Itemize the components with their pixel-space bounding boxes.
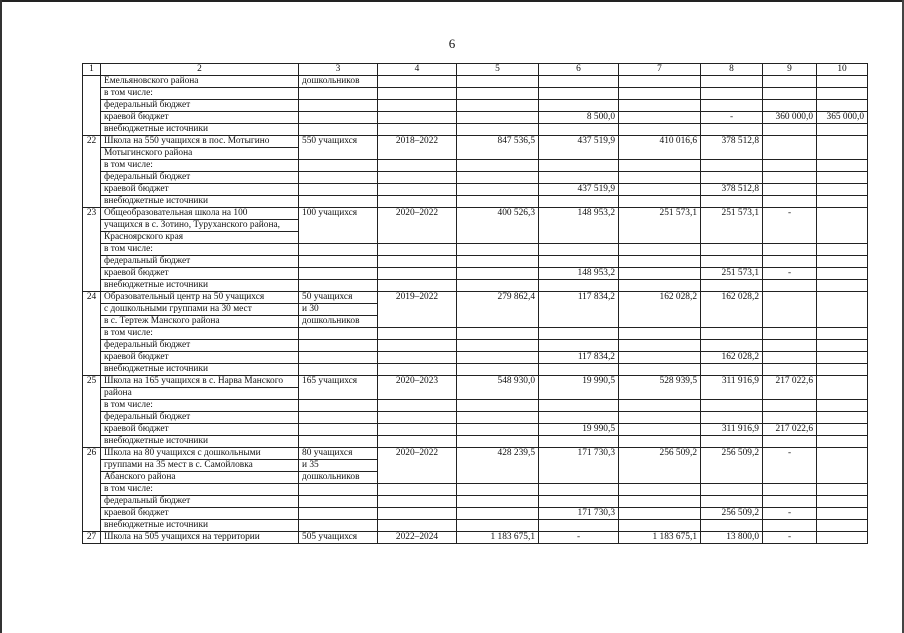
label-incl: в том числе: <box>101 328 299 340</box>
value-cell: 360 000,0 <box>763 112 817 124</box>
value-cell: 171 730,3 <box>539 508 619 520</box>
period: 2020–2023 <box>378 376 457 400</box>
row-number: 27 <box>83 532 101 544</box>
table-row <box>83 244 868 256</box>
label-incl: в том числе: <box>101 484 299 496</box>
header-cell: 9 <box>763 64 817 76</box>
label-regional: краевой бюджет <box>101 112 299 124</box>
value-cell: 148 953,2 <box>539 268 619 280</box>
value-cell: 256 509,2 <box>619 448 701 484</box>
row-number <box>83 76 101 136</box>
table-row <box>83 508 868 520</box>
table-row <box>83 520 868 532</box>
value-cell: 256 509,2 <box>701 448 763 484</box>
value-cell: - <box>701 112 763 124</box>
table-row <box>83 496 868 508</box>
table-row <box>83 364 868 376</box>
project-name: с дошкольными группами на 30 мест <box>101 304 299 316</box>
capacity: дошкольников <box>299 76 378 88</box>
value-cell: 117 834,2 <box>539 352 619 364</box>
label-federal: федеральный бюджет <box>101 100 299 112</box>
scan-edge-top <box>0 0 904 2</box>
table-row <box>83 400 868 412</box>
table-row <box>83 184 868 196</box>
label-extra: внебюджетные источники <box>101 436 299 448</box>
value-cell: 437 519,9 <box>539 136 619 160</box>
capacity: и 30 <box>299 304 378 316</box>
table-row <box>83 88 868 100</box>
value-cell: - <box>763 268 817 280</box>
header-cell: 4 <box>378 64 457 76</box>
value-cell: 148 953,2 <box>539 208 619 244</box>
value-cell: 428 239,5 <box>457 448 539 484</box>
header-cell: 7 <box>619 64 701 76</box>
value-cell: 217 022,6 <box>763 424 817 436</box>
capacity: 550 учащихся <box>299 136 378 160</box>
capacity: дошкольников <box>299 472 378 484</box>
table-row <box>83 100 868 112</box>
value-cell: 548 930,0 <box>457 376 539 400</box>
label-federal: федеральный бюджет <box>101 412 299 424</box>
capacity: дошкольников <box>299 316 378 328</box>
value-cell: 171 730,3 <box>539 448 619 484</box>
budget-table <box>82 63 868 544</box>
value-cell: 19 990,5 <box>539 424 619 436</box>
label-extra: внебюджетные источники <box>101 124 299 136</box>
label-federal: федеральный бюджет <box>101 172 299 184</box>
value-cell: - <box>539 532 619 544</box>
label-federal: федеральный бюджет <box>101 256 299 268</box>
header-cell: 5 <box>457 64 539 76</box>
value-cell: 8 500,0 <box>539 112 619 124</box>
value-cell: 162 028,2 <box>701 352 763 364</box>
project-name: Школа на 165 учащихся в с. Нарва Манского <box>101 376 299 388</box>
value-cell: 400 526,3 <box>457 208 539 244</box>
label-incl: в том числе: <box>101 400 299 412</box>
project-name: Общеобразовательная школа на 100 <box>101 208 299 220</box>
project-name: Абанского района <box>101 472 299 484</box>
project-name: Школа на 505 учащихся на территории <box>101 532 299 544</box>
table-row <box>83 340 868 352</box>
table-row <box>83 256 868 268</box>
table-row <box>83 412 868 424</box>
table-row <box>83 292 868 304</box>
value-cell: - <box>763 448 817 484</box>
value-cell: 365 000,0 <box>817 112 868 124</box>
value-cell: - <box>763 208 817 244</box>
value-cell: 251 573,1 <box>619 208 701 244</box>
capacity: 80 учащихся <box>299 448 378 460</box>
label-regional: краевой бюджет <box>101 508 299 520</box>
value-cell: 528 939,5 <box>619 376 701 400</box>
project-name: Школа на 550 учащихся в пос. Мотыгино <box>101 136 299 148</box>
value-cell: 217 022,6 <box>763 376 817 400</box>
table-row <box>83 172 868 184</box>
value-cell: 162 028,2 <box>701 292 763 328</box>
row-number: 23 <box>83 208 101 292</box>
table-row <box>83 424 868 436</box>
header-cell: 10 <box>817 64 868 76</box>
label-regional: краевой бюджет <box>101 268 299 280</box>
value-cell: 162 028,2 <box>619 292 701 328</box>
value-cell: 251 573,1 <box>701 268 763 280</box>
project-name: района <box>101 388 299 400</box>
header-cell: 8 <box>701 64 763 76</box>
value-cell: 847 536,5 <box>457 136 539 160</box>
label-extra: внебюджетные источники <box>101 196 299 208</box>
header-cell: 6 <box>539 64 619 76</box>
value-cell: - <box>763 508 817 520</box>
header-cell: 2 <box>101 64 299 76</box>
value-cell: 279 862,4 <box>457 292 539 328</box>
table-row <box>83 112 868 124</box>
table-row <box>83 136 868 148</box>
table-row <box>83 208 868 220</box>
table-row <box>83 280 868 292</box>
header-cell: 3 <box>299 64 378 76</box>
label-incl: в том числе: <box>101 160 299 172</box>
table-row <box>83 376 868 388</box>
project-name: Красноярского края <box>101 232 299 244</box>
project-name: Образовательный центр на 50 учащихся <box>101 292 299 304</box>
row-number: 26 <box>83 448 101 532</box>
table-row <box>83 484 868 496</box>
project-name: Мотыгинского района <box>101 148 299 160</box>
project-name: Емельяновского района <box>101 76 299 88</box>
table-row <box>83 436 868 448</box>
label-regional: краевой бюджет <box>101 352 299 364</box>
row-number: 22 <box>83 136 101 208</box>
value-cell: 1 183 675,1 <box>457 532 539 544</box>
capacity: 505 учащихся <box>299 532 378 544</box>
project-name: группами на 35 мест в с. Самойловка <box>101 460 299 472</box>
page-number: 6 <box>448 36 456 51</box>
label-extra: внебюджетные источники <box>101 520 299 532</box>
label-incl: в том числе: <box>101 88 299 100</box>
table-row <box>83 448 868 460</box>
project-name: в с. Тертеж Манского района <box>101 316 299 328</box>
period: 2018–2022 <box>378 136 457 160</box>
value-cell: 1 183 675,1 <box>619 532 701 544</box>
row-number: 25 <box>83 376 101 448</box>
value-cell: - <box>763 532 817 544</box>
value-cell: 437 519,9 <box>539 184 619 196</box>
capacity: 165 учащихся <box>299 376 378 400</box>
project-name: учащихся в с. Зотино, Туруханского района, <box>101 220 299 232</box>
table-row <box>83 160 868 172</box>
table-header-row <box>83 64 868 76</box>
label-federal: федеральный бюджет <box>101 340 299 352</box>
label-extra: внебюджетные источники <box>101 364 299 376</box>
capacity: 100 учащихся <box>299 208 378 244</box>
label-extra: внебюджетные источники <box>101 280 299 292</box>
value-cell: 378 512,8 <box>701 184 763 196</box>
capacity: и 35 <box>299 460 378 472</box>
table-row <box>83 532 868 544</box>
table-row <box>83 124 868 136</box>
label-regional: краевой бюджет <box>101 184 299 196</box>
period: 2019–2022 <box>378 292 457 328</box>
capacity: 50 учащихся <box>299 292 378 304</box>
value-cell: 13 800,0 <box>701 532 763 544</box>
period: 2022–2024 <box>378 532 457 544</box>
header-cell: 1 <box>83 64 101 76</box>
period: 2020–2022 <box>378 448 457 484</box>
label-regional: краевой бюджет <box>101 424 299 436</box>
label-incl: в том числе: <box>101 244 299 256</box>
period: 2020–2022 <box>378 208 457 244</box>
table-row <box>83 352 868 364</box>
project-name: Школа на 80 учащихся с дошкольными <box>101 448 299 460</box>
value-cell: 311 916,9 <box>701 376 763 400</box>
label-federal: федеральный бюджет <box>101 496 299 508</box>
value-cell: 378 512,8 <box>701 136 763 160</box>
table-row <box>83 268 868 280</box>
value-cell: 117 834,2 <box>539 292 619 328</box>
value-cell: 410 016,6 <box>619 136 701 160</box>
scan-edge-left <box>0 0 2 633</box>
row-number: 24 <box>83 292 101 376</box>
table-row <box>83 196 868 208</box>
value-cell: 311 916,9 <box>701 424 763 436</box>
value-cell: 251 573,1 <box>701 208 763 244</box>
value-cell: 19 990,5 <box>539 376 619 400</box>
table-row <box>83 328 868 340</box>
value-cell: 256 509,2 <box>701 508 763 520</box>
table-row <box>83 76 868 88</box>
